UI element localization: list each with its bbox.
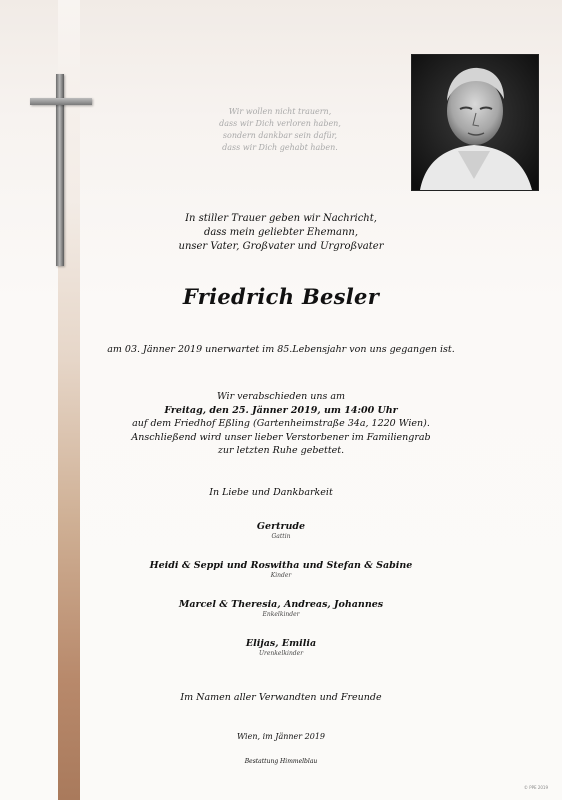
quote-line: dass wir Dich verloren haben, <box>219 119 341 128</box>
service-place: auf dem Friedhof Eßling (Gartenheimstraße 34a, 1220 Wien). <box>132 418 430 429</box>
portrait-image <box>412 55 538 190</box>
portrait-photo <box>411 54 539 191</box>
quote-line: sondern dankbar sein dafür, <box>222 131 338 140</box>
relative-group <box>0 599 562 619</box>
closing-line: Im Namen aller Verwandten und Freunde <box>180 692 382 703</box>
service-after: Anschließend wird unser lieber Verstorbener im Familiengrab <box>131 431 431 443</box>
relative-group <box>0 521 562 541</box>
funeral-service <box>0 390 562 458</box>
quote-line: dass wir Dich gehabt haben. <box>222 143 338 152</box>
announcement-intro <box>0 212 562 254</box>
service-rest: zur letzten Ruhe gebettet. <box>217 445 345 456</box>
intro-line: unser Vater, Großvater und Urgroßvater <box>178 241 384 252</box>
relative-role: Urenkelkinder <box>258 650 304 657</box>
relative-name: Elijas, Emilia <box>245 638 317 649</box>
memorial-quote <box>200 106 360 154</box>
relative-role: Enkelkinder <box>262 611 300 618</box>
passing-text: am 03. Jänner 2019 unerwartet im 85.Lebensjahr von uns gegangen ist. <box>107 344 455 355</box>
relative-group <box>0 560 562 580</box>
relative-role: Gattin <box>271 533 291 540</box>
intro-line: dass mein geliebter Ehemann, <box>203 227 359 238</box>
service-date: Freitag, den 25. Jänner 2019, um 14:00 Uhr <box>164 404 398 416</box>
relative-role: Kinder <box>270 572 292 579</box>
copyright-mark: © PPE 2019 <box>523 785 548 790</box>
service-intro: Wir verabschieden uns am <box>216 391 346 402</box>
deceased-name: Friedrich Besler <box>182 284 380 309</box>
undertaker-name: Bestattung Himmelblau <box>244 758 318 765</box>
quote-line: Wir wollen nicht trauern, <box>228 107 332 116</box>
intro-line: In stiller Trauer geben wir Nachricht, <box>185 213 377 224</box>
thanks-line: In Liebe und Dankbarkeit <box>209 487 333 498</box>
relative-group <box>0 638 562 658</box>
relative-name: Heidi & Seppi und Roswitha und Stefan & Sabine <box>149 560 413 571</box>
relative-name: Gertrude <box>256 521 306 532</box>
relative-name: Marcel & Theresia, Andreas, Johannes <box>178 599 384 610</box>
place-date: Wien, im Jänner 2019 <box>236 732 326 741</box>
